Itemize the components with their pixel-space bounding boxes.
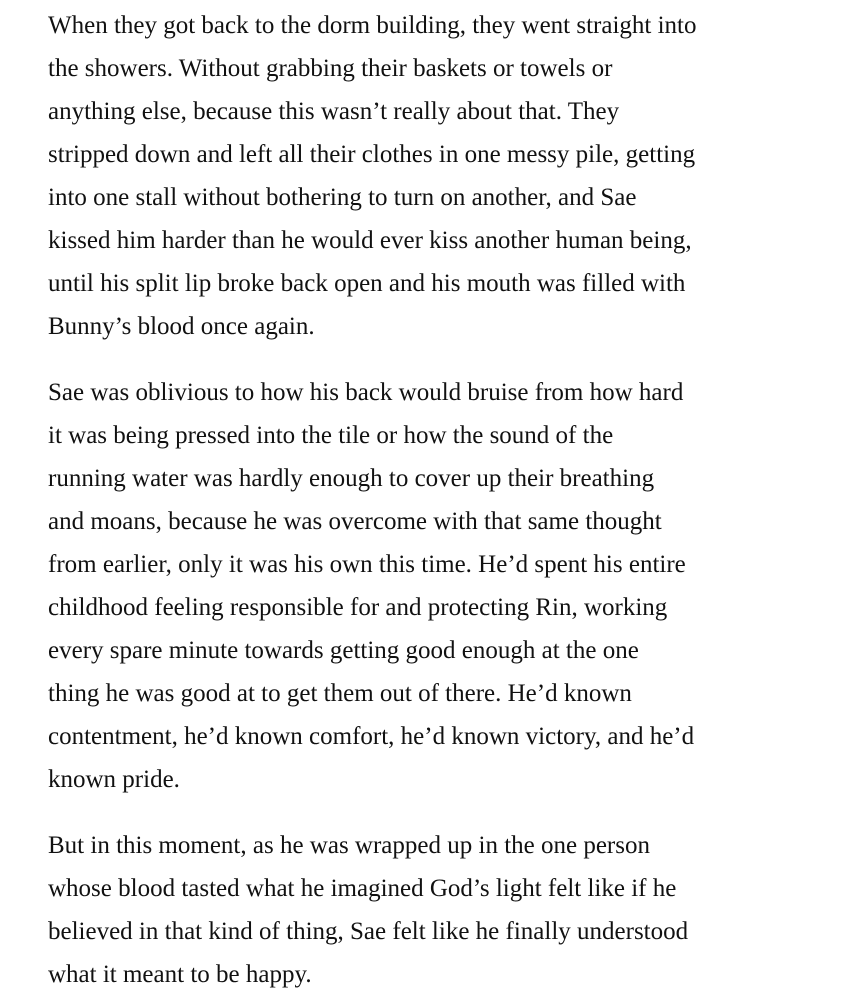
paragraph-2 <box>48 371 818 801</box>
text-line: kissed him harder than he would ever kiss another human being, <box>48 227 692 254</box>
text-line: Bunny’s blood once again. <box>48 313 315 340</box>
paragraph-1 <box>48 0 818 348</box>
document-body <box>48 0 818 996</box>
text-line: stripped down and left all their clothes in one messy pile, getting <box>48 141 696 168</box>
text-line: whose blood tasted what he imagined God’s light felt like if he <box>48 875 677 902</box>
text-line: But in this moment, as he was wrapped up in the one person <box>48 832 650 859</box>
text-line: contentment, he’d known comfort, he’d known victory, and he’d <box>48 723 695 750</box>
text-line: anything else, because this wasn’t really about that. They <box>48 98 620 125</box>
paragraph-3 <box>48 824 818 996</box>
text-line: the showers. Without grabbing their baskets or towels or <box>48 55 613 82</box>
text-line: believed in that kind of thing, Sae felt like he finally understood <box>48 918 689 945</box>
text-line: running water was hardly enough to cover up their breathing <box>48 465 655 492</box>
text-line: until his split lip broke back open and his mouth was filled with <box>48 270 686 297</box>
text-line: what it meant to be happy. <box>48 961 312 988</box>
text-line: it was being pressed into the tile or how the sound of the <box>48 422 614 449</box>
text-line: and moans, because he was overcome with that same thought <box>48 508 662 535</box>
text-line: Sae was oblivious to how his back would bruise from how hard <box>48 379 684 406</box>
text-line: into one stall without bothering to turn on another, and Sae <box>48 184 637 211</box>
text-line: childhood feeling responsible for and protecting Rin, working <box>48 594 668 621</box>
text-line: every spare minute towards getting good enough at the one <box>48 637 639 664</box>
text-line: known pride. <box>48 766 180 793</box>
text-line: thing he was good at to get them out of there. He’d known <box>48 680 632 707</box>
text-line: from earlier, only it was his own this time. He’d spent his entire <box>48 551 686 578</box>
text-line: When they got back to the dorm building, they went straight into <box>48 12 697 39</box>
